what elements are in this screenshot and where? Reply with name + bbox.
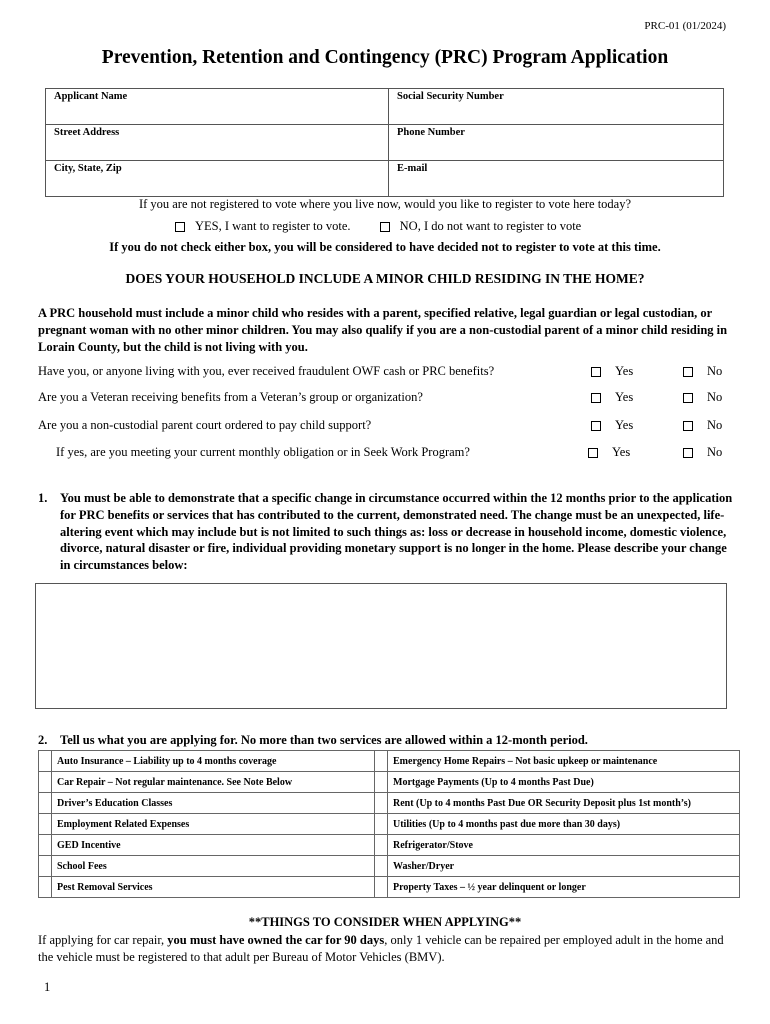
table-row	[39, 877, 740, 898]
table-row	[46, 89, 724, 125]
no-label: No	[707, 418, 723, 432]
table-row	[46, 161, 724, 197]
section-number: 1.	[38, 491, 48, 505]
yes-checkbox[interactable]	[591, 367, 601, 377]
question-text: Have you, or anyone living with you, ever received fraudulent OWF cash or PRC benefits?	[38, 364, 495, 378]
table-row	[39, 835, 740, 856]
no-label: No	[707, 390, 723, 404]
table-row	[39, 793, 740, 814]
street-address-field[interactable]: Street Address	[46, 125, 389, 161]
service-label: School Fees	[52, 856, 375, 877]
no-checkbox[interactable]	[683, 367, 693, 377]
applicant-name-field[interactable]: Applicant Name	[46, 89, 389, 125]
service-label: Rent (Up to 4 months Past Due OR Security Deposit plus 1st month’s)	[388, 793, 740, 814]
form-code: PRC-01 (01/2024)	[644, 20, 726, 32]
question-text: Are you a Veteran receiving benefits from a Veteran’s group or organization?	[38, 390, 423, 404]
service-label: Emergency Home Repairs – Not basic upkeep or maintenance	[388, 751, 740, 772]
section-number: 2.	[38, 733, 48, 747]
vote-yes-option	[175, 219, 351, 234]
section-1	[38, 490, 733, 574]
service-label: Washer/Dryer	[388, 856, 740, 877]
yes-checkbox[interactable]	[591, 393, 601, 403]
service-label: Utilities (Up to 4 months past due more than 30 days)	[388, 814, 740, 835]
voter-note: If you do not check either box, you will be considered to have decided not to register to vote at this time.	[109, 240, 661, 254]
ssn-field[interactable]: Social Security Number	[389, 89, 724, 125]
consider-heading: **THINGS TO CONSIDER WHEN APPLYING**	[248, 915, 522, 929]
section-1-text: You must be able to demonstrate that a specific change in circumstance occurred within the 12 months prior to the application for PRC benefits or services that has contributed to the current, demonstrated need. The change must be an unexpected, life-altering event which may include but is not limited to such things as: loss or decrease in household income, domestic violence, divorce, natural disaster or fire, individual providing monetary support is no longer in the home. Please describe your change in circumstances below:	[60, 491, 733, 573]
household-heading: DOES YOUR HOUSEHOLD INCLUDE A MINOR CHILD RESIDING IN THE HOME?	[125, 271, 645, 286]
service-checkbox[interactable]	[39, 772, 52, 793]
no-checkbox[interactable]	[683, 421, 693, 431]
vote-yes-checkbox[interactable]	[175, 222, 185, 232]
service-checkbox[interactable]	[39, 856, 52, 877]
table-row	[46, 125, 724, 161]
no-label: No	[707, 364, 723, 378]
vote-no-checkbox[interactable]	[380, 222, 390, 232]
service-label: Property Taxes – ½ year delinquent or longer	[388, 877, 740, 898]
service-checkbox[interactable]	[39, 877, 52, 898]
household-paragraph: A PRC household must include a minor child who resides with a parent, specified relative, legal guardian or legal custodian, or pregnant woman with no other minor children. You may also qualify if you are a non-custodial parent of a minor child residing in Lorain County, but the child is not living with you.	[38, 306, 728, 354]
service-label: Driver’s Education Classes	[52, 793, 375, 814]
service-checkbox[interactable]	[375, 793, 388, 814]
service-checkbox[interactable]	[39, 751, 52, 772]
city-state-zip-field[interactable]: City, State, Zip	[46, 161, 389, 197]
section-2	[38, 733, 588, 748]
table-row	[39, 772, 740, 793]
service-label: Mortgage Payments (Up to 4 months Past Due)	[388, 772, 740, 793]
service-label: Employment Related Expenses	[52, 814, 375, 835]
yes-label: Yes	[615, 390, 634, 404]
question-row	[38, 364, 738, 380]
service-checkbox[interactable]	[39, 793, 52, 814]
yes-checkbox[interactable]	[588, 448, 598, 458]
question-row	[38, 418, 738, 434]
email-field[interactable]: E-mail	[389, 161, 724, 197]
table-row	[39, 814, 740, 835]
consider-rest: , only 1 vehicle can be repaired per employed adult in the home and the vehicle must be registered to that adult per Bureau of Motor Vehicles (BMV).	[38, 933, 724, 964]
no-label: No	[707, 445, 723, 459]
question-text: Are you a non-custodial parent court ordered to pay child support?	[38, 418, 372, 432]
service-checkbox[interactable]	[39, 814, 52, 835]
page-title: Prevention, Retention and Contingency (PRC) Program Application	[101, 47, 669, 68]
service-checkbox[interactable]	[39, 835, 52, 856]
service-label: Auto Insurance – Liability up to 4 months coverage	[52, 751, 375, 772]
no-checkbox[interactable]	[683, 393, 693, 403]
question-row	[38, 445, 738, 461]
no-checkbox[interactable]	[683, 448, 693, 458]
service-checkbox[interactable]	[375, 814, 388, 835]
table-row	[39, 856, 740, 877]
vote-yes-label: YES, I want to register to vote.	[195, 219, 351, 233]
service-checkbox[interactable]	[375, 835, 388, 856]
voter-question: If you are not registered to vote where you live now, would you like to register to vote here today?	[138, 197, 632, 211]
yes-label: Yes	[612, 445, 631, 459]
table-row	[39, 751, 740, 772]
service-checkbox[interactable]	[375, 772, 388, 793]
vote-no-label: NO, I do not want to register to vote	[399, 219, 582, 233]
service-label: Car Repair – Not regular maintenance. See Note Below	[52, 772, 375, 793]
question-text: If yes, are you meeting your current monthly obligation or in Seek Work Program?	[56, 445, 470, 459]
applicant-info-table	[45, 88, 724, 197]
consider-paragraph	[38, 932, 733, 966]
circumstances-textarea[interactable]	[35, 583, 727, 709]
question-row	[38, 390, 738, 406]
service-checkbox[interactable]	[375, 877, 388, 898]
yes-label: Yes	[615, 418, 634, 432]
consider-bold-text: you must have owned the car for 90 days	[167, 933, 385, 947]
services-table	[38, 750, 740, 898]
service-checkbox[interactable]	[375, 751, 388, 772]
page-number: 1	[44, 980, 51, 994]
service-label: GED Incentive	[52, 835, 375, 856]
service-label: Refrigerator/Stove	[388, 835, 740, 856]
voter-options	[175, 219, 607, 236]
section-2-text: Tell us what you are applying for. No more than two services are allowed within a 12-month period.	[60, 733, 588, 747]
service-checkbox[interactable]	[375, 856, 388, 877]
consider-intro: If applying for car repair,	[38, 933, 168, 947]
yes-checkbox[interactable]	[591, 421, 601, 431]
vote-no-option	[380, 219, 582, 234]
service-label: Pest Removal Services	[52, 877, 375, 898]
phone-number-field[interactable]: Phone Number	[389, 125, 724, 161]
yes-label: Yes	[615, 364, 634, 378]
